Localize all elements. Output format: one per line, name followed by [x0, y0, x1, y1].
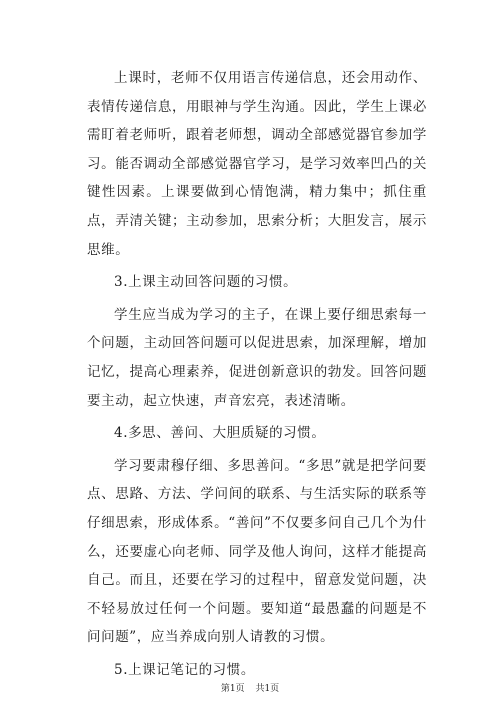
- section-heading-5: 5.上课记笔记的习惯。: [114, 661, 255, 678]
- page-number: 第1页: [220, 684, 245, 694]
- page-footer: [0, 681, 500, 694]
- paragraph-body-2: 学生应当成为学习的主子，在课上要仔细思索每一个问题，主动回答问题可以促进思索，加深理解，增加记忆，提高心理素养，促进创新意识的勃发。回答问题要主动，起立快速，声音宏亮，表述清晰。: [87, 306, 427, 409]
- paragraph-body-1: 上课时，老师不仅用语言传递信息，还会用动作、表情传递信息，用眼神与学生沟通。因此，学生上课必需盯着老师听，跟着老师想，调动全部感觉器官参加学习。能否调动全部感觉器官学习，是学习效率凹凸的关键性因素。上课要做到心情饱满，精力集中；抓住重点，弄清关键；主动参加，思索分析；大胆发言，展示思维。: [87, 70, 427, 258]
- section-heading-3: 3.上课主动回答问题的习惯。: [114, 274, 298, 291]
- section-heading-4: 4.多思、善问、大胆质疑的习惯。: [114, 425, 326, 442]
- paragraph-body-3: 学习要肃穆仔细、多思善问。“多思”就是把学问要点、思路、方法、学问间的联系、与生活实际的联系等仔细思索，形成体系。“善问”不仅要多问自己几个为什么，还要虚心向老师、同学及他人询问，这样才能提高自己。而且，还要在学习的过程中，留意发觉问题，决不轻易放过任何一个问题。要知道“最愚蠢的问题是不问问题”，应当养成向别人请教的习惯。: [87, 457, 427, 646]
- page-total: 共1页: [255, 684, 280, 694]
- document-body: [87, 64, 427, 684]
